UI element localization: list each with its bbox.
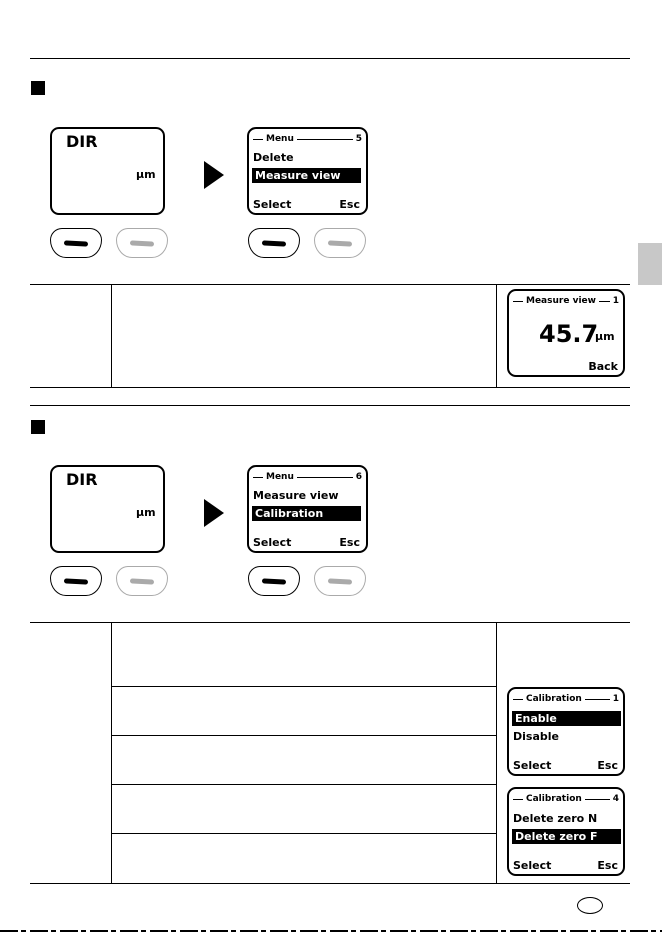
- calibration-item-delete-zero-f[interactable]: Delete zero F: [512, 829, 621, 844]
- table2-row-rule-4: [111, 833, 496, 834]
- measure-view-title-row: [513, 295, 619, 307]
- menu-esc-softlabel: Esc: [339, 198, 360, 211]
- table2-top-rule: [30, 622, 630, 623]
- calibration-number: 1: [612, 694, 619, 704]
- table2-row-rule-1: [111, 686, 496, 687]
- calibration-select-softlabel: Select: [513, 759, 552, 772]
- table1-top-rule: [30, 284, 630, 285]
- measure-value: 45.7: [539, 320, 599, 348]
- right-softkey-4[interactable]: [314, 566, 366, 596]
- measure-back-softlabel: Back: [588, 360, 618, 373]
- menu-title-row: [253, 133, 362, 145]
- section-marker-1: [31, 81, 45, 95]
- menu-title: Menu: [266, 472, 294, 482]
- measure-unit: µm: [595, 330, 615, 343]
- footer-scan-strip: [0, 930, 662, 932]
- menu-title-row: [253, 471, 362, 483]
- arrow-right-icon: [204, 499, 224, 527]
- screen-dir-label: DIR: [66, 132, 98, 151]
- calibration-screen-4: [507, 787, 625, 876]
- left-softkey-4[interactable]: [248, 566, 300, 596]
- left-softkey-2[interactable]: [248, 228, 300, 258]
- menu-item-delete[interactable]: Delete: [253, 151, 294, 164]
- table1-col-divider-1: [111, 284, 112, 388]
- menu-title: Menu: [266, 134, 294, 144]
- calibration-title: Calibration: [526, 794, 582, 804]
- screen-dir-label: DIR: [66, 470, 98, 489]
- table2-col-divider-2: [496, 622, 497, 884]
- table2-row-rule-2: [111, 735, 496, 736]
- menu-item-measure-view[interactable]: Measure view: [253, 489, 339, 502]
- right-softkey-2[interactable]: [314, 228, 366, 258]
- chapter-tab: [638, 243, 662, 285]
- calibration-title: Calibration: [526, 694, 582, 704]
- screen-unit-label: µm: [136, 506, 156, 519]
- calibration-title-row: [513, 793, 619, 805]
- calibration-number: 4: [612, 794, 619, 804]
- calibration-esc-softlabel: Esc: [597, 859, 618, 872]
- right-softkey-3[interactable]: [116, 566, 168, 596]
- menu-select-softlabel: Select: [253, 198, 292, 211]
- left-softkey-3[interactable]: [50, 566, 102, 596]
- menu-select-softlabel: Select: [253, 536, 292, 549]
- calibration-title-row: [513, 693, 619, 705]
- measure-view-screen: [507, 289, 625, 377]
- table1-bottom-rule: [30, 387, 630, 388]
- measure-view-title: Measure view: [526, 296, 596, 306]
- calibration-item-enable[interactable]: Enable: [512, 711, 621, 726]
- language-badge: [577, 897, 603, 914]
- table2-row-rule-3: [111, 784, 496, 785]
- calibration-esc-softlabel: Esc: [597, 759, 618, 772]
- calibration-item-disable[interactable]: Disable: [513, 730, 559, 743]
- table2-bottom-rule: [30, 883, 630, 884]
- right-softkey-1[interactable]: [116, 228, 168, 258]
- device-screen-2: [50, 465, 165, 553]
- screen-unit-label: µm: [136, 168, 156, 181]
- calibration-item-delete-zero-n[interactable]: Delete zero N: [513, 812, 598, 825]
- device-screen-1: [50, 127, 165, 215]
- section-marker-2: [31, 420, 45, 434]
- menu-number: 6: [355, 472, 362, 482]
- calibration-screen-1: [507, 687, 625, 776]
- section2-rule: [30, 405, 630, 406]
- measure-view-number: 1: [612, 296, 619, 306]
- table2-col-divider-1: [111, 622, 112, 884]
- left-softkey-1[interactable]: [50, 228, 102, 258]
- table1-col-divider-2: [496, 284, 497, 388]
- menu-item-measure-view[interactable]: Measure view: [252, 168, 361, 183]
- calibration-select-softlabel: Select: [513, 859, 552, 872]
- header-rule: [30, 58, 630, 59]
- menu-screen-1: [247, 127, 368, 215]
- menu-esc-softlabel: Esc: [339, 536, 360, 549]
- arrow-right-icon: [204, 161, 224, 189]
- menu-item-calibration[interactable]: Calibration: [252, 506, 361, 521]
- menu-screen-2: [247, 465, 368, 553]
- menu-number: 5: [355, 134, 362, 144]
